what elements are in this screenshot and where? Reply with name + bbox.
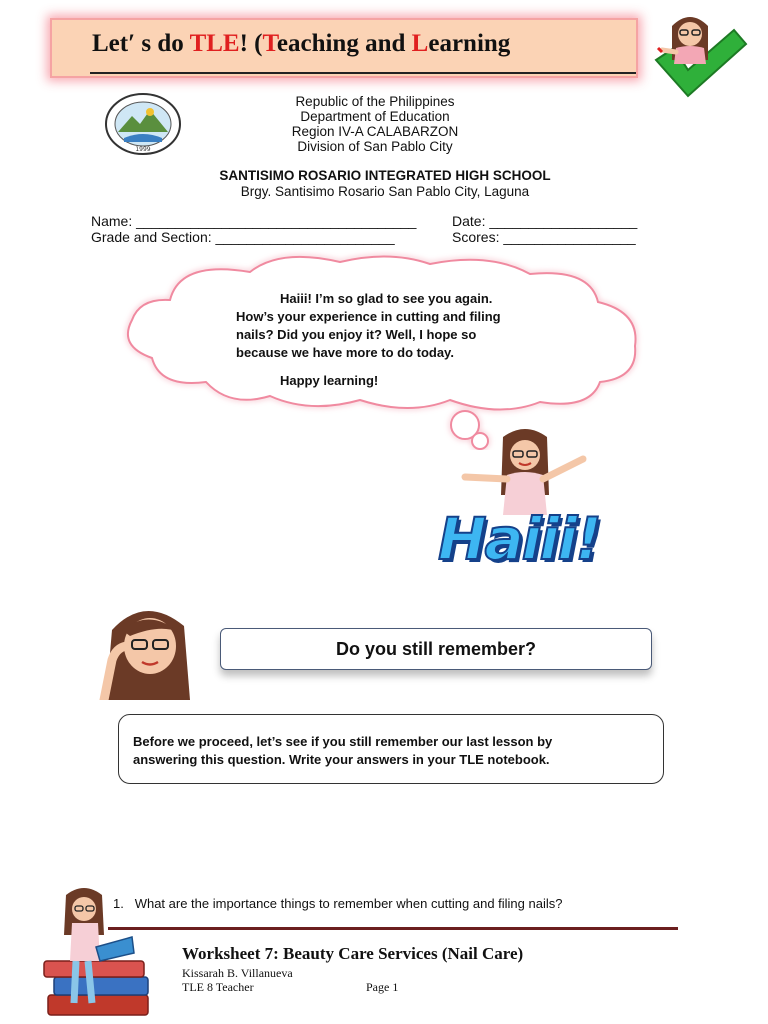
speech-line: because we have more to do today. <box>236 345 454 360</box>
instructions-box <box>118 714 664 784</box>
speech-line: nails? Did you enjoy it? Well, I hope so <box>236 327 477 342</box>
footer-role: TLE 8 Teacher <box>182 980 254 994</box>
question-number: 1. <box>113 896 124 911</box>
grade-section-field: Grade and Section: _______________________ <box>91 229 395 245</box>
instructions-line: answering this question. Write your answers in your TLE notebook. <box>133 752 550 767</box>
school-name: SANTISIMO ROSARIO INTEGRATED HIGH SCHOOL <box>219 168 551 183</box>
name-field: Name: ____________________________________ <box>91 213 417 229</box>
footer-author: Kissarah B. Villanueva <box>182 966 293 980</box>
banner-text-part: L <box>411 30 429 57</box>
title-banner <box>50 18 638 78</box>
section-heading: Do you still remember? <box>220 628 652 670</box>
header-region: Region IV-A CALABARZON <box>291 124 459 139</box>
haiii-sticker: Haiii! <box>438 505 600 573</box>
speech-line: How’s your experience in cutting and filing <box>236 309 501 324</box>
speech-bubble-text <box>236 290 556 390</box>
footer-title: Worksheet 7: Beauty Care Services (Nail Care) <box>182 944 524 963</box>
banner-text-part: ! ( <box>239 30 263 57</box>
page-number: Page 1 <box>366 980 399 994</box>
instructions-text <box>133 733 649 769</box>
thinking-avatar-icon <box>90 600 205 700</box>
footer-divider <box>108 927 678 930</box>
reading-avatar-icon <box>40 885 165 1020</box>
school-address: Brgy. Santisimo Rosario San Pablo City, Laguna <box>240 184 530 199</box>
header-deped: Department of Education <box>300 109 450 124</box>
seal-year: 1999 <box>135 146 151 153</box>
school-seal-logo <box>104 92 182 156</box>
waving-avatar-icon <box>455 425 595 515</box>
date-field: Date: ___________________ <box>452 213 638 229</box>
speech-line: Haiii! I’m so glad to see you again. <box>280 291 493 306</box>
question-text: What are the importance things to remember when cutting and filing nails? <box>134 896 563 911</box>
banner-text-part: earning <box>428 30 511 57</box>
question-item <box>113 896 562 911</box>
banner-text-part: Let′ s do <box>92 30 190 57</box>
scores-field: Scores: _________________ <box>452 229 636 245</box>
header-republic: Republic of the Philippines <box>295 94 455 109</box>
speech-line: Happy learning! <box>280 373 379 388</box>
avatar-check-icon <box>650 8 750 100</box>
banner-underline <box>90 72 636 74</box>
header-block <box>240 94 510 154</box>
banner-text-part: eaching and <box>276 30 412 57</box>
instructions-line: Before we proceed, let’s see if you still remember our last lesson by <box>133 734 553 749</box>
banner-text-part: TLE <box>189 30 240 57</box>
banner-title <box>92 30 510 58</box>
banner-text-part: T <box>262 30 277 57</box>
header-division: Division of San Pablo City <box>297 139 453 154</box>
